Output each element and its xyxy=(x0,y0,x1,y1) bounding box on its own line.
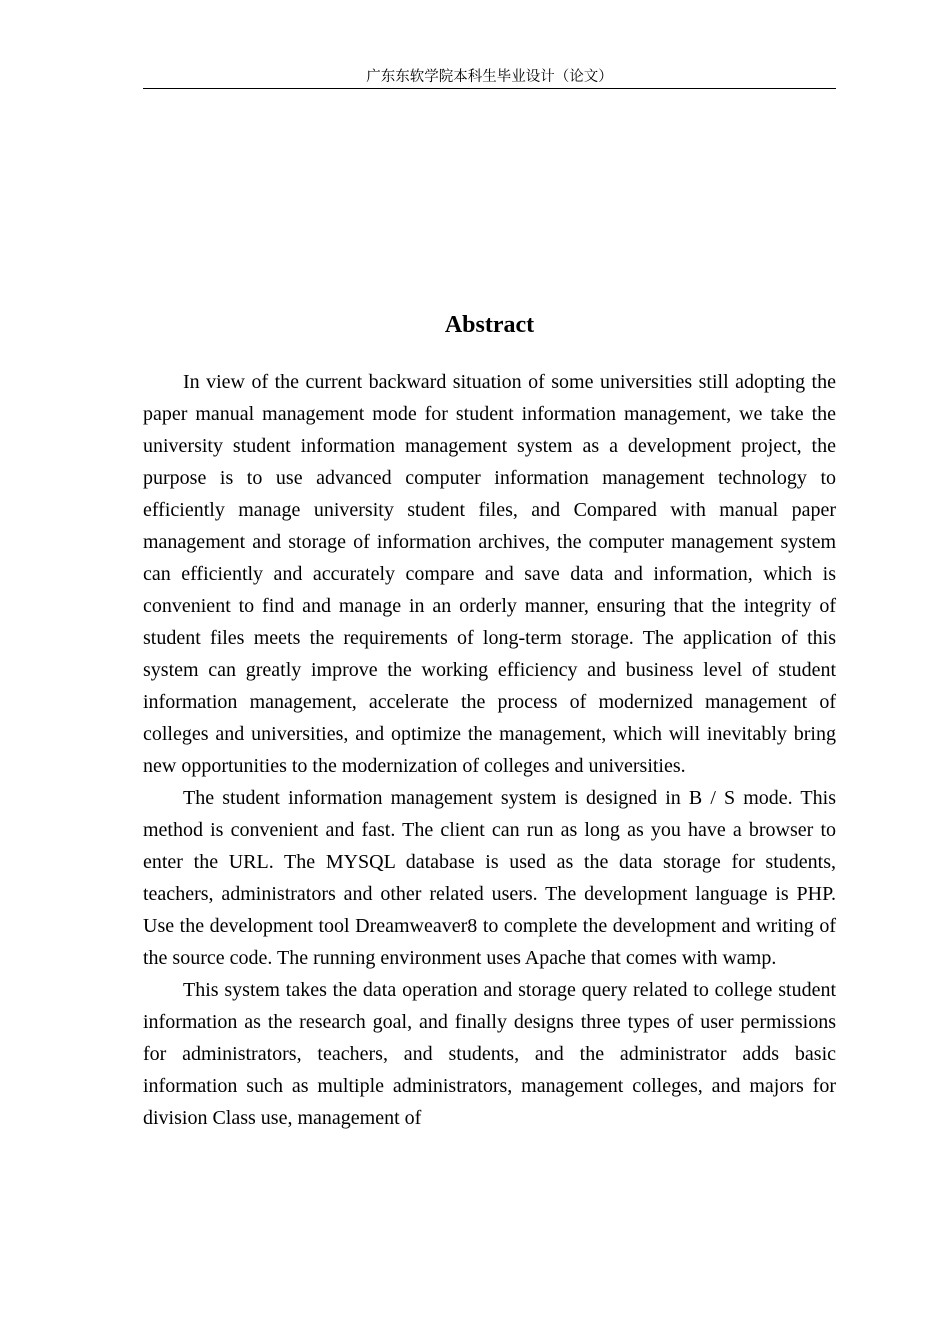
abstract-title: Abstract xyxy=(444,312,535,338)
abstract-paragraph-3: This system takes the data operation and storage query related to college student information as the research goal, and finally designs three types of user permissions for administrators, teachers, and students, and the administrator adds basic information such as multiple administrators, management colleges, and majors for division Class use, management of xyxy=(143,979,836,1129)
running-title: 广东东软学院本科生毕业设计（论文） xyxy=(366,69,613,85)
abstract-body xyxy=(143,366,836,1134)
abstract-paragraph-1: In view of the current backward situation of some universities still adopting the paper manual management mode for student information management, we take the university student information management system as a development project, the purpose is to use advanced computer information management technology to efficiently manage university student files, and Compared with manual paper management and storage of information archives, the computer management system can efficiently and accurately compare and save data and information, which is convenient to find and manage in an orderly manner, ensuring that the integrity of student files meets the requirements of long-term storage. The application of this system can greatly improve the working efficiency and business level of student information management, accelerate the process of modernized management of colleges and universities, and optimize the management, which will inevitably bring new opportunities to the modernization of colleges and universities. xyxy=(143,371,836,777)
page-header xyxy=(143,66,836,89)
abstract-paragraph-2: The student information management system is designed in B / S mode. This method is convenient and fast. The client can run as long as you have a browser to enter the URL. The MYSQL database is used as the data storage for students, teachers, administrators and other related users. The development language is PHP. Use the development tool Dreamweaver8 to complete the development and writing of the source code. The running environment uses Apache that comes with wamp. xyxy=(143,787,836,969)
